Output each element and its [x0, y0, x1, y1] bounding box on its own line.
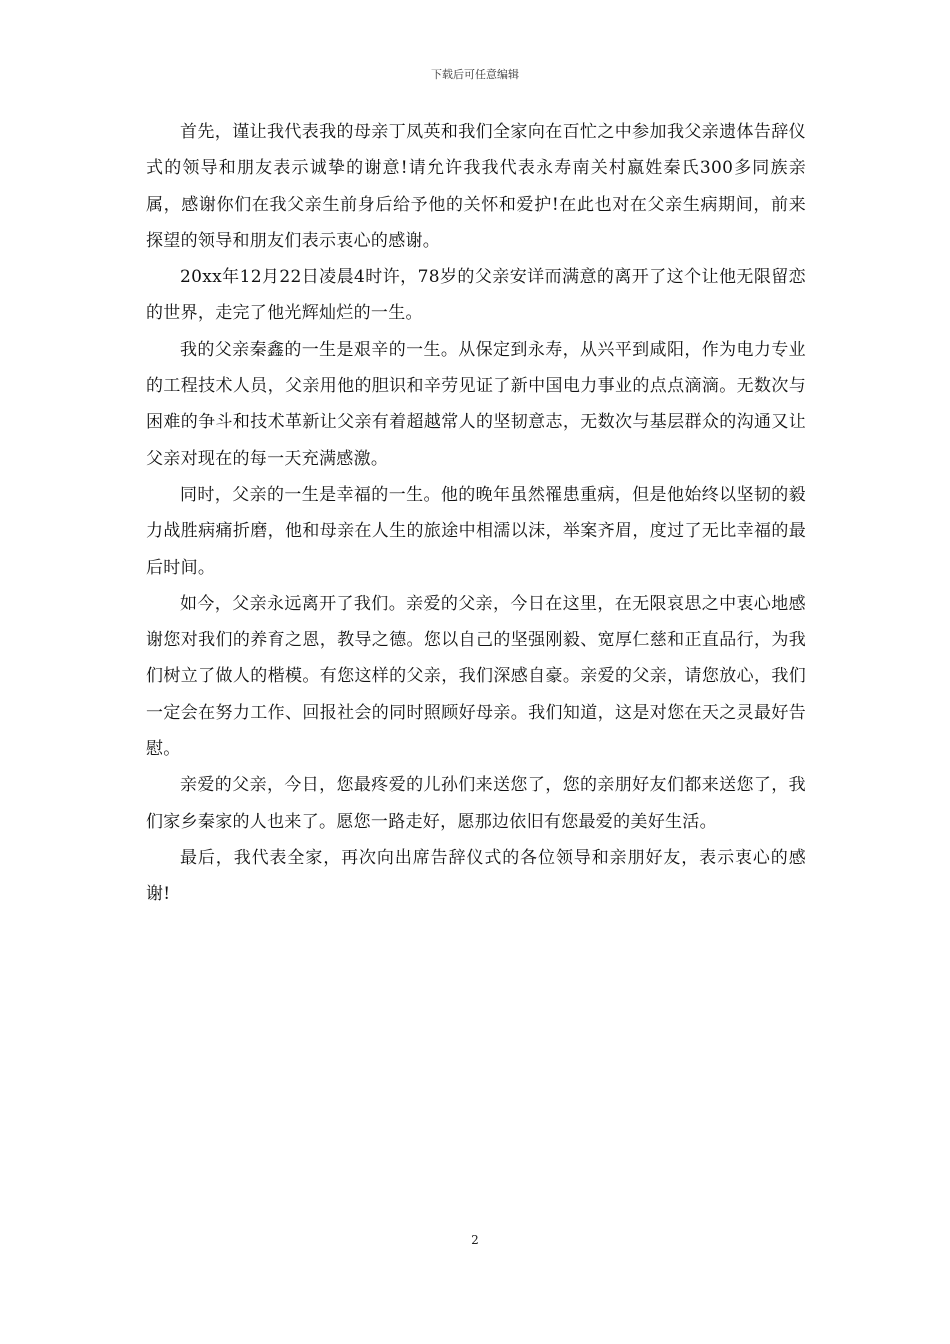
paragraph-gratitude: 如今，父亲永远离开了我们。亲爱的父亲，今日在这里，在无限哀思之中衷心地感谢您对我们的养育之恩，教导之德。您以自己的坚强刚毅、宽厚仁慈和正直品行，为我们树立了做人的楷模。有您这样的父亲，我们深感自豪。亲爱的父亲，请您放心，我们一定会在努力工作、回报社会的同时照顾好母亲。我们知道，这是对您在天之灵最好告慰。 — [146, 593, 806, 760]
paragraph-thanks-opening: 首先，谨让我代表我的母亲丁凤英和我们全家向在百忙之中参加我父亲遗体告辞仪式的领导和朋友表示诚挚的谢意!请允许我我代表永寿南关村嬴姓秦氏300多同族亲属，感谢你们在我父亲生前身后给予他的关怀和爱护!在此也对在父亲生病期间，前来探望的领导和朋友们表示衷心的感谢。 — [146, 122, 806, 251]
page-header: 下载后可任意编辑 — [431, 68, 519, 81]
paragraph-hardship: 我的父亲秦鑫的一生是艰辛的一生。从保定到永寿，从兴平到咸阳，作为电力专业的工程技术人员，父亲用他的胆识和辛劳见证了新中国电力事业的点点滴滴。无数次与困难的争斗和技术革新让父亲有着超越常人的坚韧意志，无数次与基层群众的沟通又让父亲对现在的每一天充满感激。 — [146, 339, 806, 469]
document-body — [146, 114, 806, 913]
paragraph-happiness: 同时，父亲的一生是幸福的一生。他的晚年虽然罹患重病，但是他始终以坚韧的毅力战胜病痛折磨，他和母亲在人生的旅途中相濡以沫，举案齐眉，度过了无比幸福的最后时间。 — [146, 484, 806, 578]
paragraph-closing: 最后，我代表全家，再次向出席告辞仪式的各位领导和亲朋好友，表示衷心的感谢! — [146, 847, 806, 905]
paragraph-farewell: 亲爱的父亲，今日，您最疼爱的儿孙们来送您了，您的亲朋好友们都来送您了，我们家乡秦家的人也来了。愿您一路走好，愿那边依旧有您最爱的美好生活。 — [146, 775, 806, 832]
paragraph-passing: 20xx年12月22日凌晨4时许，78岁的父亲安详而满意的离开了这个让他无限留恋的世界，走完了他光辉灿烂的一生。 — [146, 267, 806, 324]
page-number: 2 — [471, 1233, 479, 1247]
